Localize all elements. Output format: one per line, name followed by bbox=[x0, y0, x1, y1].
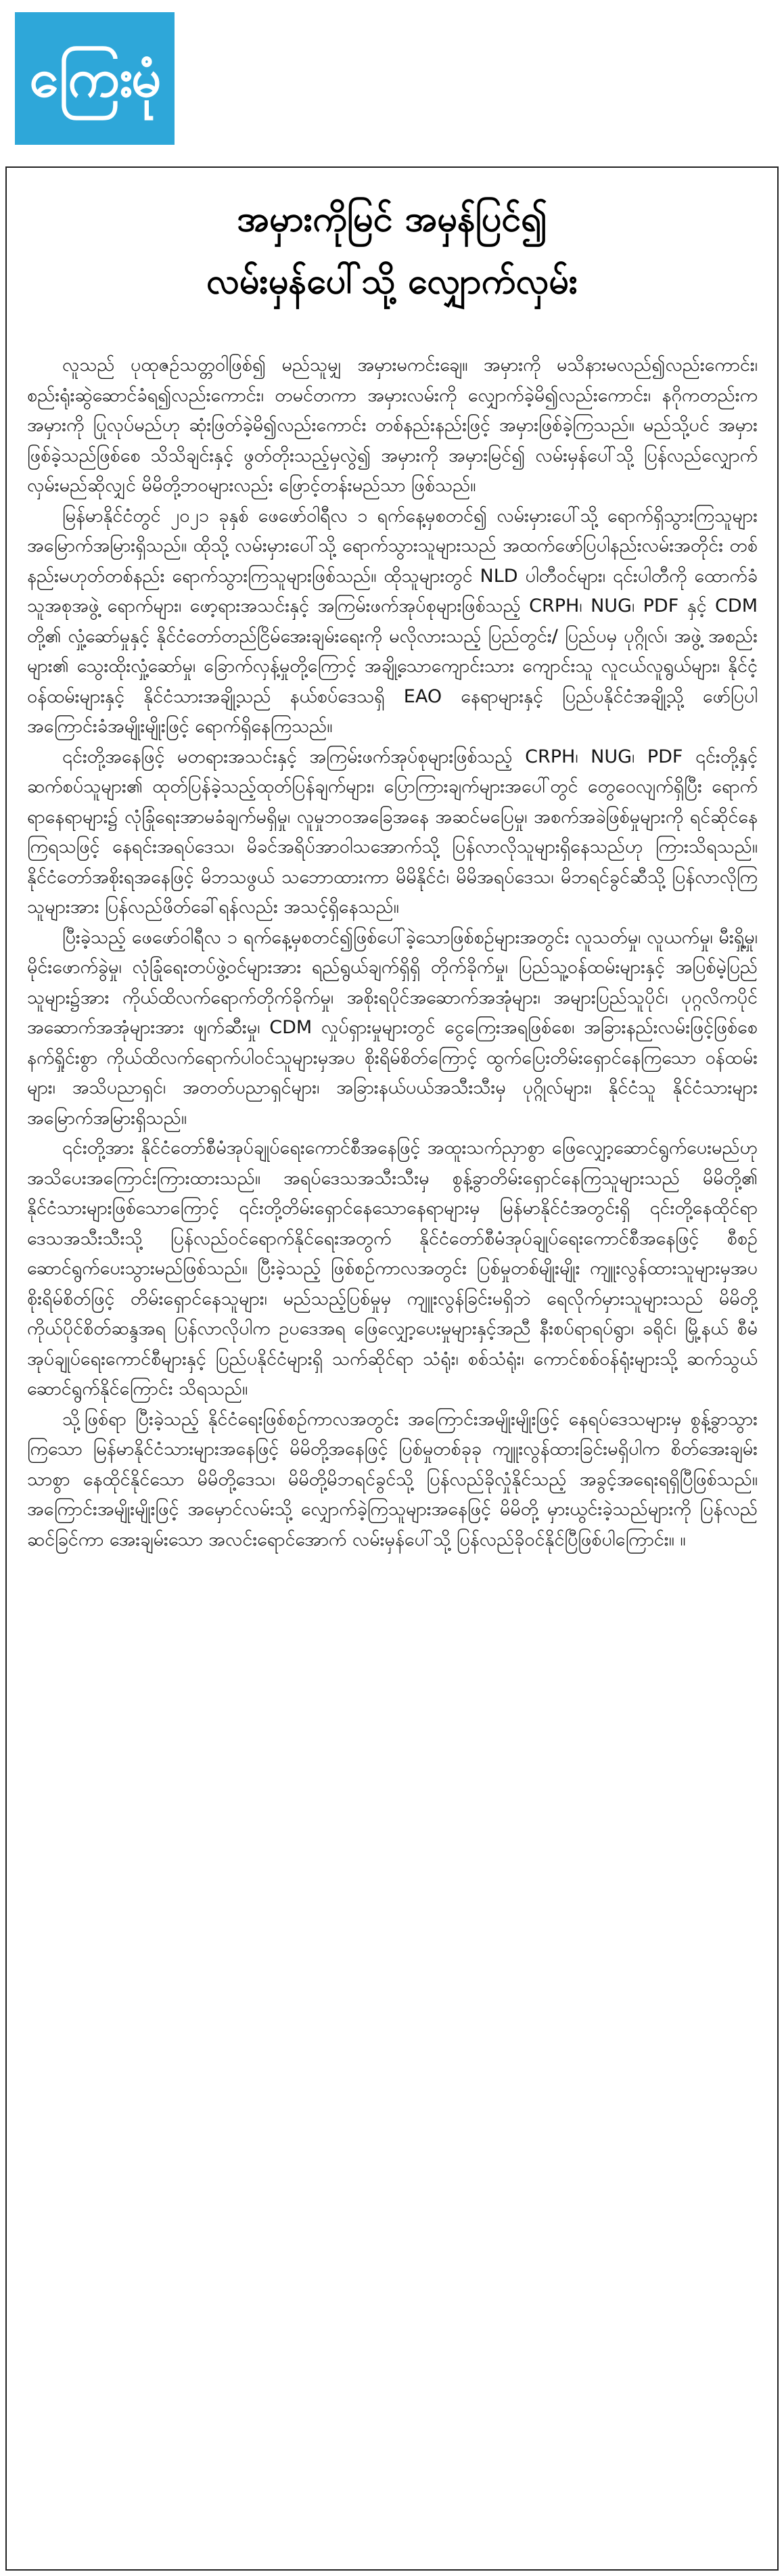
article-paragraph: သို့ဖြစ်ရာ ပြီးခဲ့သည့် နိုင်ငံရေးဖြစ်စဉ်ကာလအတွင်း အကြောင်းအမျိုးမျိုးဖြင့် နေရပ်ဒေသများမှ စွန့်ခွာသွားကြသော မြန်မာနိုင်ငံသားများအနေဖြင့် မိမိတို့အနေဖြင့် ပြစ်မှုတစ်ခုခု ကျူးလွန်ထားခြင်းမရှိပါက စိတ်အေးချမ်းသာစွာ နေထိုင်နိုင်သော မိမိတို့ဒေသ၊ မိမိတို့မိဘရင်ခွင်သို့ ပြန်လည်ခိုလှုံနိုင်သည့် အခွင့်အရေးရရှိပြီဖြစ်သည်။ အကြောင်းအမျိုးမျိုးဖြင့် အမှောင်လမ်းသို့ လျှောက်ခဲ့ကြသူများအနေဖြင့် မိမိတို့ မှားယွင်းခဲ့သည်များကို ပြန်လည်ဆင်ခြင်ကာ အေးချမ်းသော အလင်းရောင်အောက် လမ်းမှန်ပေါ်သို့ ပြန်လည်ခိုဝင်နိုင်ပြီဖြစ်ပါကြောင်း။ ။ bbox=[27, 1408, 758, 1550]
article-paragraph: ၎င်းတို့အနေဖြင့် မတရားအသင်းနှင့် အကြမ်းဖက်အုပ်စုများဖြစ်သည့် CRPH၊ NUG၊ PDF ၎င်းတို့နှင့်ဆက်စပ်သူများ၏ ထုတ်ပြန်ခဲ့သည့်ထုတ်ပြန်ချက်များ၊ ပြောကြားချက်များအပေါ်တွင် တွေဝေလျက်ရှိပြီး ရောက်ရာနေရာများ၌ လုံခြုံရေးအာမခံချက်မရှိမှု၊ လူမှုဘဝအခြေအနေ အဆင်မပြေမှု၊ အစက်အခဲဖြစ်မှုများကို ရင်ဆိုင်နေကြရသဖြင့် နေရင်းအရပ်ဒေသ၊ မိခင်အရိပ်အာဝါသအောက်သို့ ပြန်လာလိုသူများရှိနေသည်ဟု ကြားသိရသည်။ နိုင်ငံတော်အစိုးရအနေဖြင့် မိဘသဖွယ် သဘောထားကာ မိမိနိုင်ငံ၊ မိမိအရပ်ဒေသ၊ မိဘရင်ခွင်ဆီသို့ ပြန်လာလိုကြသူများအား ပြန်လည်ဖိတ်ခေါ်ရန်လည်း အသင့်ရှိနေသည်။ bbox=[27, 746, 758, 918]
article-paragraph: မြန်မာနိုင်ငံတွင် ၂၀၂၁ ခုနှစ် ဖေဖော်ဝါရီလ ၁ ရက်နေ့မှစတင်၍ လမ်းမှားပေါ်သို့ ရောက်ရှိသွားကြသူများ အမြောက်အမြားရှိသည်။ ထိုသို့ လမ်းမှားပေါ်သို့ ရောက်သွားသူများသည် အထက်ဖော်ပြပါနည်းလမ်းအတိုင်း တစ်နည်းမဟုတ်တစ်နည်း ရောက်သွားကြသူများဖြစ်သည်။ ထိုသူများတွင် NLD ပါတီဝင်များ၊ ၎င်းပါတီကို ထောက်ခံသူအစုအဖွဲ့ ရောက်များ၊ ဖော့ရားအသင်းနှင့် အကြမ်းဖက်အုပ်စုများဖြစ်သည့် CRPH၊ NUG၊ PDF နှင့် CDM တို့၏ လှုံ့ဆော်မှုနှင့် နိုင်ငံတော်တည်ငြိမ်အေးချမ်းရေးကို မလိုလားသည့် ပြည်တွင်း/ ပြည်ပမှ ပုဂ္ဂိုလ်၊ အဖွဲ့ အစည်းများ၏ သွေးထိုးလှုံ့ဆော်မှု၊ ခြောက်လှန့်မှုတို့ကြောင့် အချို့သောကျောင်းသား ကျောင်းသူ လူငယ်လူရွယ်များ၊ နိုင်ငံ့ဝန်ထမ်းများနှင့် နိုင်ငံသားအချို့သည် နယ်စပ်ဒေသရှိ EAO နေရာများနှင့် ပြည်ပနိုင်ငံအချို့သို့ ဖော်ပြပါအကြောင်းခံအမျိုးမျိုးဖြင့် ရောက်ရှိနေကြသည်။ bbox=[27, 505, 758, 737]
article-paragraph: လူသည် ပုထုဇဉ်သတ္တဝါဖြစ်၍ မည်သူမျှ အမှားမကင်းချေ။ အမှားကို မသိနားမလည်၍လည်းကောင်း၊ စည်းရုံးဆွဲဆောင်ခံရ၍လည်းကောင်း၊ တမင်တကာ အမှားလမ်းကို လျှောက်ခဲ့မိ၍လည်းကောင်း၊ နဂိုကတည်းက အမှားကို ပြုလုပ်မည်ဟု ဆုံးဖြတ်ခဲ့မိ၍လည်းကောင်း တစ်နည်းနည်းဖြင့် အမှားဖြစ်ခဲ့ကြသည်။ မည်သို့ပင် အမှားဖြစ်ခဲ့သည်ဖြစ်စေ သိသိချင်းနှင့် ဖွတ်တိုးသည့်မှလွဲ၍ အမှားကို အမှားမြင်၍ လမ်းမှန်ပေါ်သို့ ပြန်လည်လျှောက်လှမ်းမည်ဆိုလျှင် မိမိတို့ဘဝများလည်း ဖြောင့်တန်းမည်သာ ဖြစ်သည်။ bbox=[27, 355, 758, 496]
article-frame bbox=[5, 166, 779, 2571]
article-paragraph: ပြီးခဲ့သည့် ဖေဖော်ဝါရီလ ၁ ရက်နေ့မှစတင်၍ဖြစ်ပေါ်ခဲ့သောဖြစ်စဉ်များအတွင်း လူသတ်မှု၊ လူယက်မှု၊ မီးရှို့မှု၊ မိုင်းဖောက်ခွဲမှု၊ လုံခြုံရေးတပ်ဖွဲ့ဝင်များအား ရည်ရွယ်ချက်ရှိရှိ တိုက်ခိုက်မှု၊ ပြည်သူ့ဝန်ထမ်းများနှင့် အပြစ်မဲ့ပြည်သူများ၌အား ကိုယ်ထိလက်ရောက်တိုက်ခိုက်မှု၊ အစိုးရပိုင်အဆောက်အအုံများ၊ အများပြည်သူပိုင်၊ ပုဂ္ဂလိကပိုင်အဆောက်အအုံများအား ဖျက်ဆီးမှု၊ CDM လှုပ်ရှားမှုများတွင် ငွေကြေးအရဖြစ်စေ၊ အခြားနည်းလမ်းဖြင့်ဖြစ်စေ နက်ရှိုင်းစွာ ကိုယ်ထိလက်ရောက်ပါဝင်သူများမှအပ စိုးရိမ်စိတ်ကြောင့် ထွက်ပြေးတိမ်းရှောင်နေကြသော ဝန်ထမ်းများ၊ အသိပညာရှင်၊ အတတ်ပညာရှင်များ၊ အခြားနယ်ပယ်အသီးသီးမှ ပုဂ္ဂိုလ်များ၊ နိုင်ငံသူ နိုင်ငံသားများ အမြောက်အမြားရှိသည်။ bbox=[27, 926, 758, 1129]
article-paragraph: ၎င်းတို့အား နိုင်ငံတော်စီမံအုပ်ချုပ်ရေးကောင်စီအနေဖြင့် အထူးသက်ညှာစွာ ဖြေလျှော့ဆောင်ရွက်ပေးမည်ဟု အသိပေးအကြောင်းကြားထားသည်။ အရပ်ဒေသအသီးသီးမှ စွန့်ခွာတိမ်းရှောင်နေကြသူများသည် မိမိတို့၏ နိုင်ငံသားများဖြစ်သောကြောင့် ၎င်းတို့တိမ်းရှောင်နေသောနေရာများမှ မြန်မာနိုင်ငံအတွင်းရှိ ၎င်းတို့နေထိုင်ရာ ဒေသအသီးသီးသို့ ပြန်လည်ဝင်ရောက်နိုင်ရေးအတွက် နိုင်ငံတော်စီမံအုပ်ချုပ်ရေးကောင်စီအနေဖြင့် စီစဉ်ဆောင်ရွက်ပေးသွားမည်ဖြစ်သည်။ ပြီးခဲ့သည့် ဖြစ်စဉ်ကာလအတွင်း ပြစ်မှုတစ်မျိုးမျိုး ကျူးလွန်ထားသူများမှအပ စိုးရိမ်စိတ်ဖြင့် တိမ်းရှောင်နေသူများ၊ မည်သည့်ပြစ်မှုမှ ကျူးလွန်ခြင်းမရှိဘဲ ရေလိုက်မှားသူများသည် မိမိတို့ကိုယ်ပိုင်စိတ်ဆန္ဒအရ ပြန်လာလိုပါက ဥပဒေအရ ဖြေလျှော့ပေးမှုများနှင့်အညီ နီးစပ်ရာရပ်ရွာ၊ ခရိုင်၊ မြို့နယ် စီမံအုပ်ချုပ်ရေးကောင်စီများနှင့် ပြည်ပနိုင်ငံများရှိ သက်ဆိုင်ရာ သံရုံး၊ စစ်သံရုံး၊ ကောင်စစ်ဝန်ရုံးများသို့ ဆက်သွယ်ဆောင်ရွက်နိုင်ကြောင်း သိရသည်။ bbox=[27, 1137, 758, 1399]
article-body bbox=[27, 351, 758, 1555]
headline-line-2: လမ်းမှန်ပေါ်သို့ လျှောက်လှမ်း bbox=[206, 261, 578, 302]
newspaper-logo bbox=[15, 12, 175, 145]
headline-line-1: အမှားကိုမြင် အမှန်ပြင်၍ bbox=[237, 199, 547, 240]
logo-text: ကြေးမုံ bbox=[29, 48, 160, 109]
article-headline bbox=[7, 188, 777, 313]
